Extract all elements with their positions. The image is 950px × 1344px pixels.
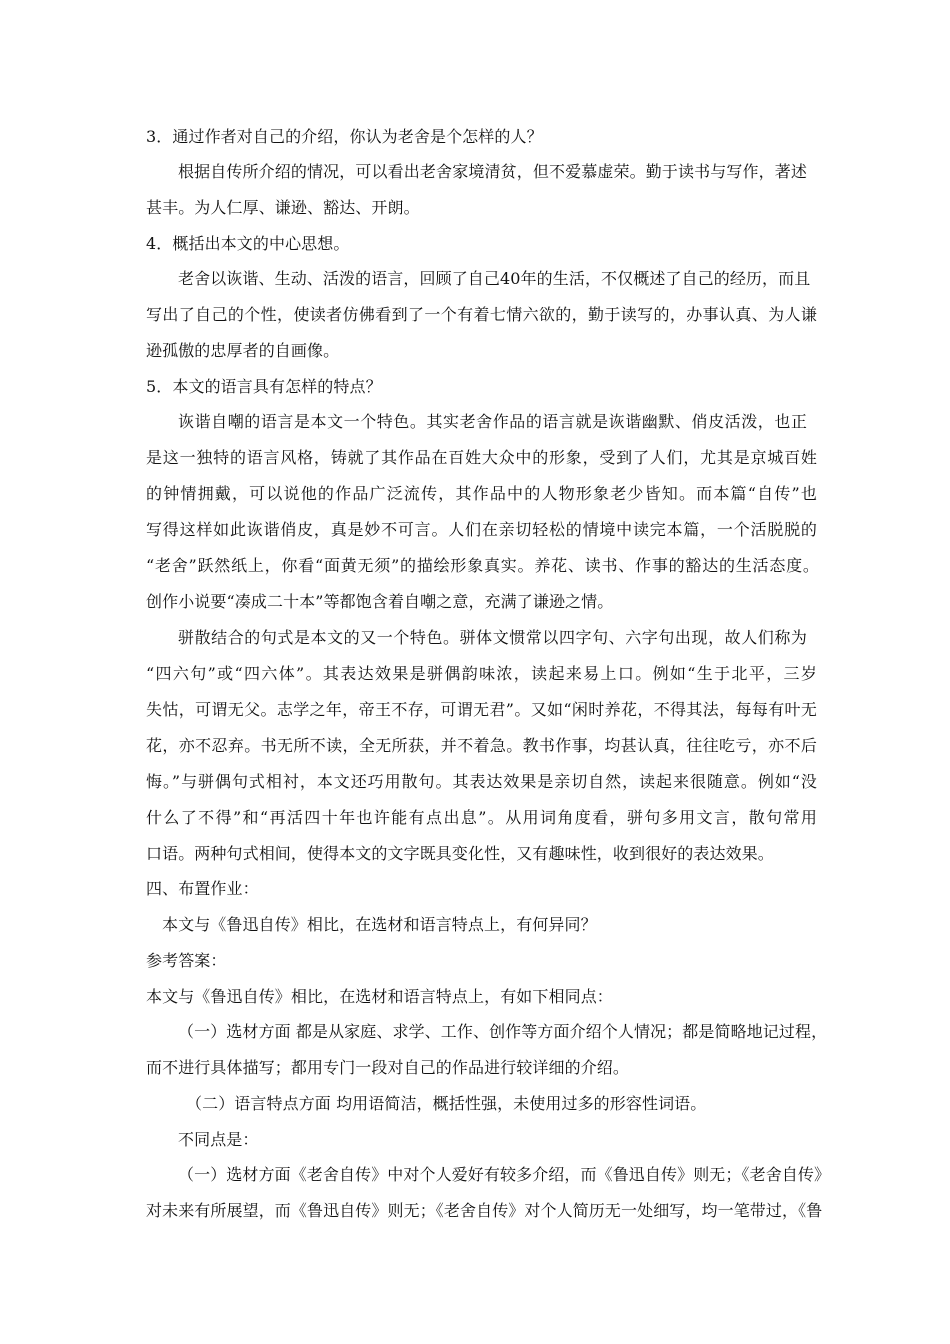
answer-5-para-2-line-6: 什么了不得”和“再活四十年也许能有点出息”。从用词角度看，骈句多用文言，散句常用	[146, 808, 817, 827]
similarities-intro: 本文与《鲁迅自传》相比，在选材和语言特点上，有如下相同点：	[146, 987, 613, 1006]
answer-5-para-2-line-2: “四六句”或“四六体”。其表达效果是骈偶韵味浓，读起来易上口。例如“生于北平，三岁	[146, 664, 817, 683]
differences-label: 不同点是：	[178, 1130, 259, 1149]
answer-5-para-2-line-5: 悔。”与骈偶句式相衬，本文还巧用散句。其表达效果是亲切自然，读起来很随意。例如“没	[146, 772, 817, 791]
reference-answer-label: 参考答案：	[146, 951, 227, 970]
difference-1-line-2: 对未来有所展望，而《鲁迅自传》则无；《老舍自传》对个人简历无一处细写，均一笔带过，《鲁	[146, 1201, 823, 1220]
answer-5-para-2-line-4: 花，亦不忍弃。书无所不读，全无所获，并不着急。教书作事，均甚认真，往往吃亏，亦不后	[146, 736, 817, 755]
answer-3-line-2: 甚丰。为人仁厚、谦逊、豁达、开朗。	[146, 198, 420, 217]
similarity-1-line-2: 而不进行具体描写；都用专门一段对自己的作品进行较详细的介绍。	[146, 1058, 630, 1077]
similarity-2: （二）语言特点方面 均用语简洁，概括性强，未使用过多的形容性词语。	[186, 1094, 707, 1113]
answer-4-line-1: 老舍以诙谐、生动、活泼的语言，回顾了自己40年的生活，不仅概述了自己的经历，而且	[178, 269, 811, 288]
answer-5-para-2-line-3: 失怙，可谓无父。志学之年，帝王不存，可谓无君”。又如“闲时养花，不得其法，每每有叶无	[146, 700, 817, 719]
answer-5-para-2-line-7: 口语。两种句式相间，使得本文的文字既具变化性，又有趣味性，收到很好的表达效果。	[146, 844, 774, 863]
homework-question: 本文与《鲁迅自传》相比，在选材和语言特点上，有何异同？	[162, 915, 597, 934]
answer-4-line-2: 写出了自己的个性，使读者仿佛看到了一个有着七情六欲的，勤于读写的，办事认真、为人谦	[146, 305, 817, 324]
answer-5-para-2-line-1: 骈散结合的句式是本文的又一个特色。骈体文惯常以四字句、六字句出现，故人们称为	[178, 628, 807, 647]
answer-3-line-1: 根据自传所介绍的情况，可以看出老舍家境清贫，但不爱慕虚荣。勤于读书与写作，著述	[178, 162, 807, 181]
answer-5-para-1-line-4: 写得这样如此诙谐俏皮，真是妙不可言。人们在亲切轻松的情境中读完本篇，一个活脱脱的	[146, 520, 817, 539]
answer-5-para-1-line-3: 的钟情拥戴，可以说他的作品广泛流传，其作品中的人物形象老少皆知。而本篇“自传”也	[146, 484, 817, 503]
question-4-heading: 4．概括出本文的中心思想。	[146, 234, 350, 253]
answer-5-para-1-line-6: 创作小说要“凑成二十本”等都饱含着自嘲之意，充满了谦逊之情。	[146, 592, 614, 611]
answer-5-para-1-line-5: “老舍”跃然纸上，你看“面黄无须”的描绘形象真实。养花、读书、作事的豁达的生活态度。	[146, 556, 819, 575]
question-3-heading: 3．通过作者对自己的介绍，你认为老舍是个怎样的人？	[146, 127, 543, 146]
difference-1-line-1: （一）选材方面《老舍自传》中对个人爱好有较多介绍，而《鲁迅自传》则无；《老舍自传》	[178, 1165, 831, 1184]
similarity-1-line-1: （一）选材方面 都是从家庭、求学、工作、创作等方面介绍个人情况；都是简略地记过程，	[178, 1022, 828, 1041]
section-4-heading: 四、布置作业：	[146, 879, 259, 898]
answer-5-para-1-line-2: 是这一独特的语言风格，铸就了其作品在百姓大众中的形象，受到了人们，尤其是京城百姓	[146, 448, 817, 467]
question-5-heading: 5．本文的语言具有怎样的特点？	[146, 377, 382, 396]
answer-4-line-3: 逊孤傲的忠厚者的自画像。	[146, 341, 340, 360]
answer-5-para-1-line-1: 诙谐自嘲的语言是本文一个特色。其实老舍作品的语言就是诙谐幽默、俏皮活泼，也正	[178, 412, 807, 431]
